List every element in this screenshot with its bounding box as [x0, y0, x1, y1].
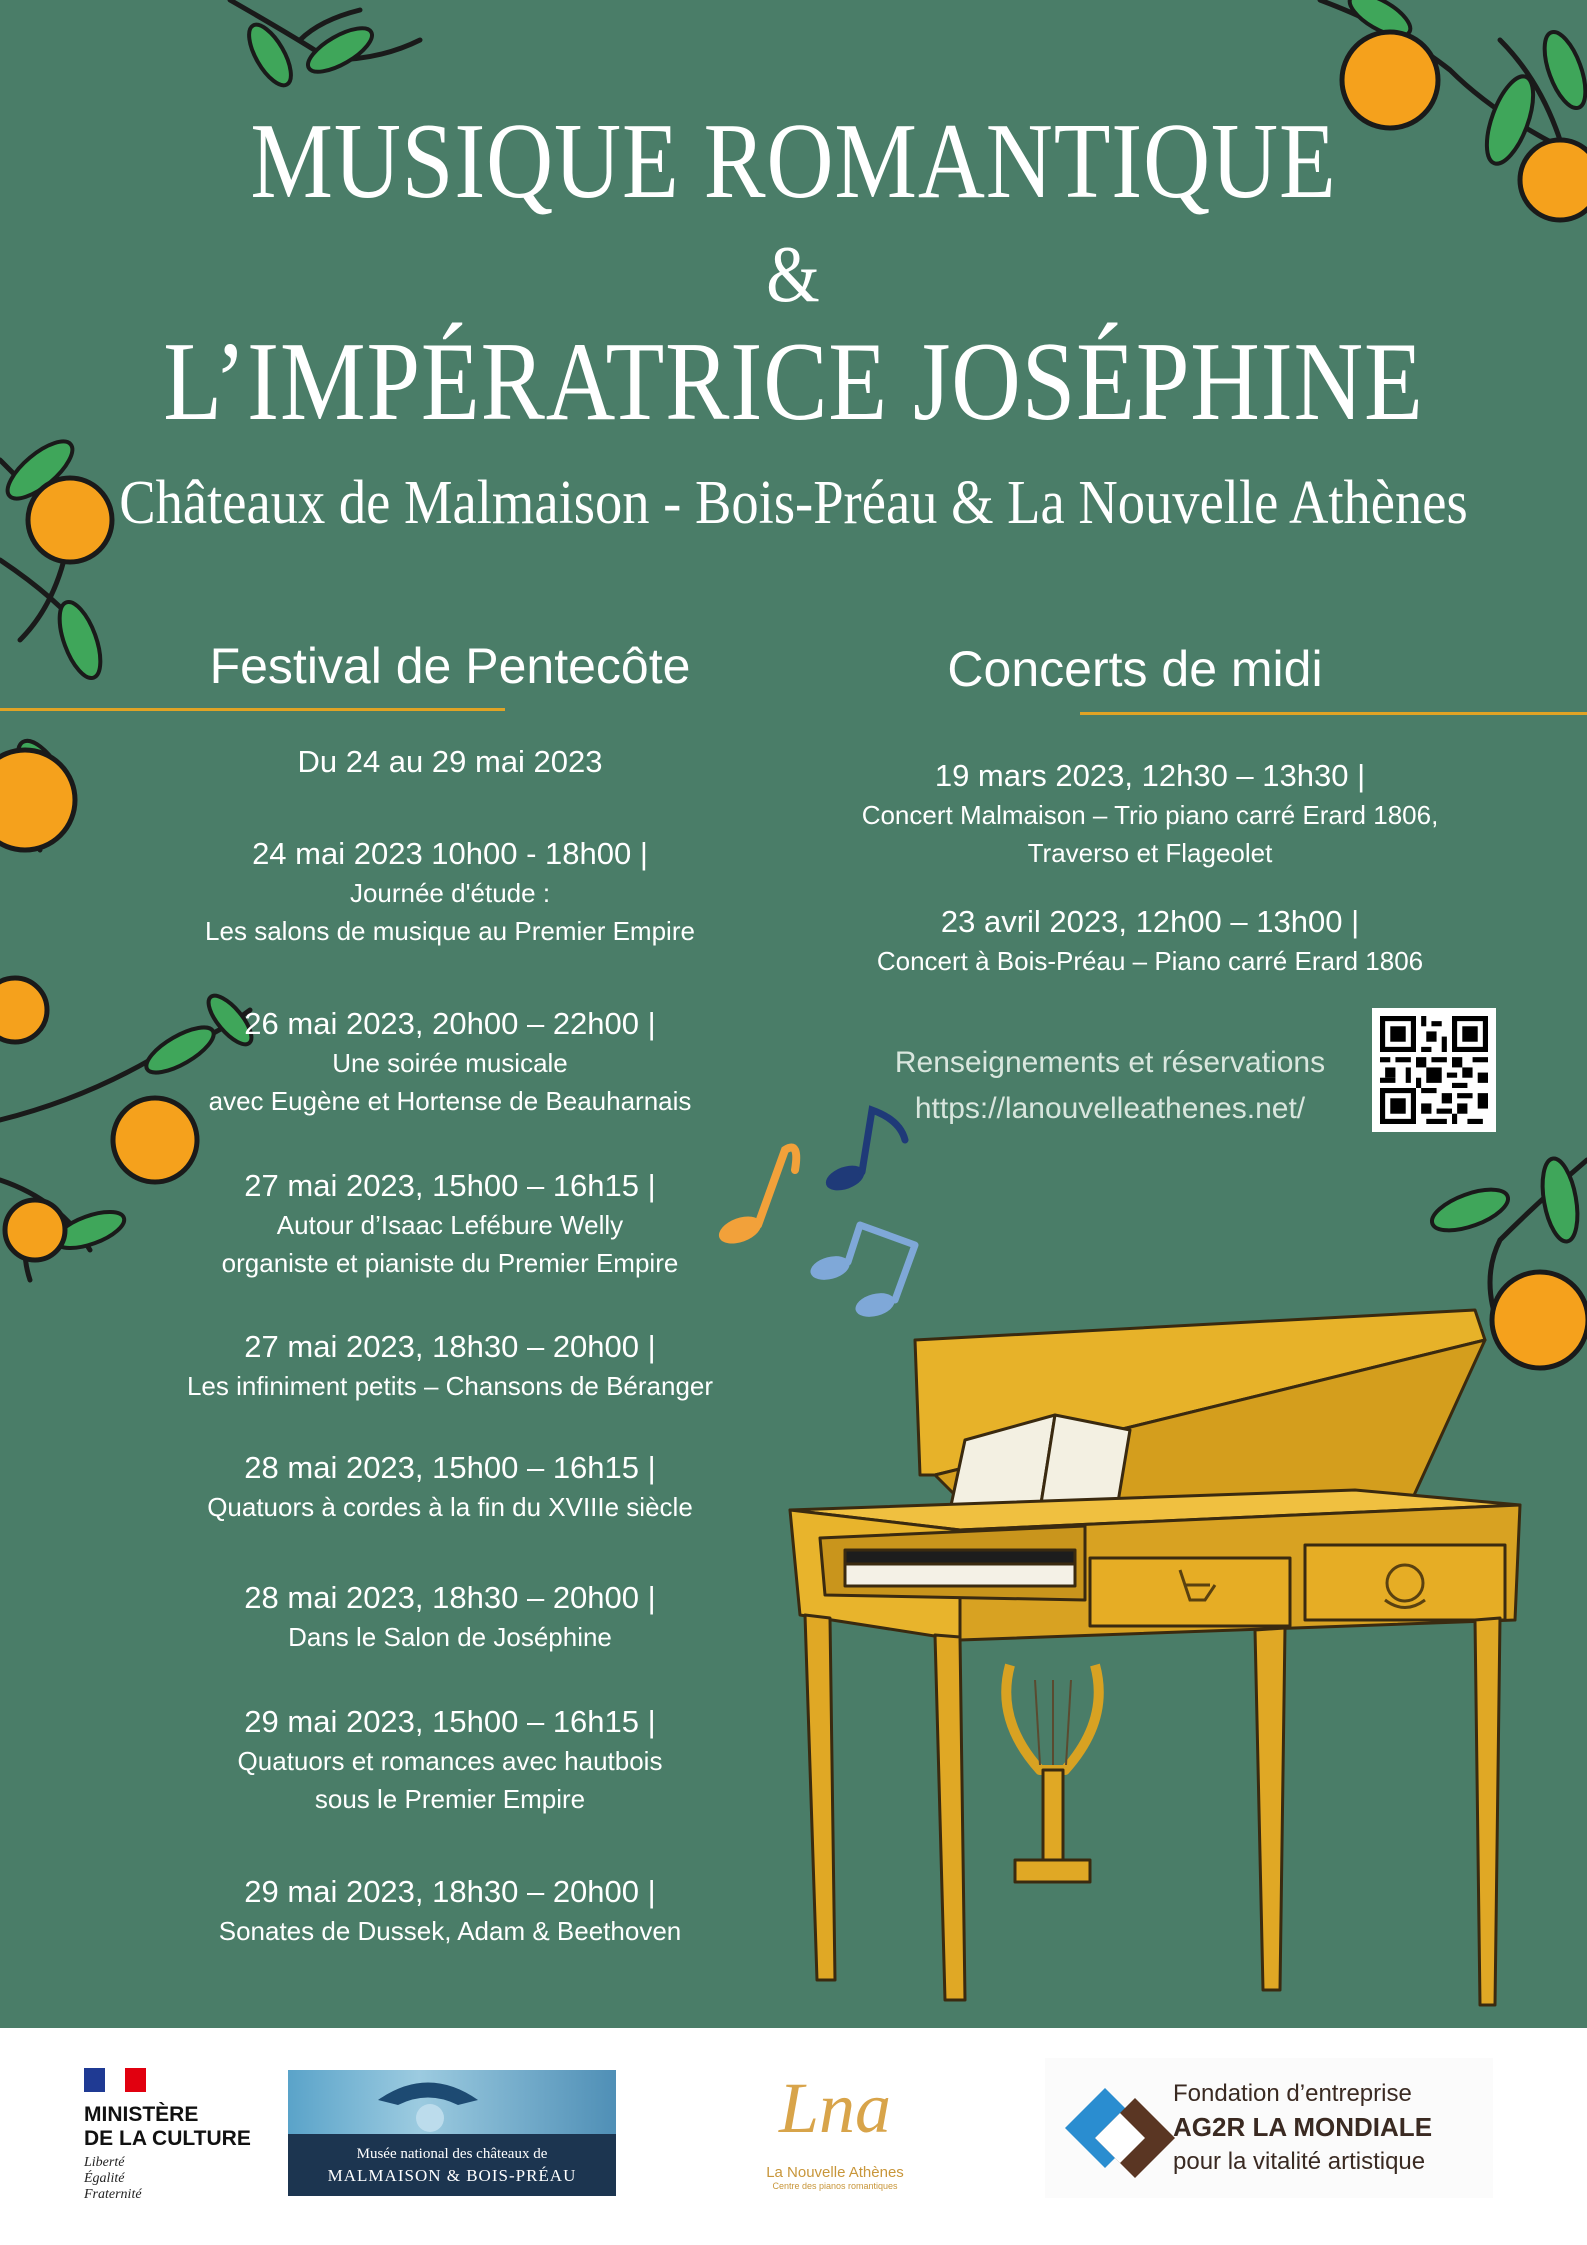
ministere-logo[interactable] — [84, 2068, 284, 2218]
navy-note-icon — [822, 1110, 905, 1195]
festival-event — [150, 1166, 750, 1282]
event-description: Concert à Bois-Préau – Piano carré Erard 1806 — [876, 946, 1424, 976]
qr-code[interactable] — [1372, 1008, 1496, 1132]
event-description: Les infiniment petits – Chansons de Béranger — [186, 1371, 714, 1401]
ag2r-line3: pour la vitalité artistique — [1173, 2148, 1426, 2175]
event-description: organiste et pianiste du Premier Empire — [221, 1248, 679, 1278]
music-notes-illustration — [710, 1100, 940, 1330]
nouvelle-athenes-logo[interactable] — [735, 2058, 935, 2218]
festival-event — [150, 1004, 750, 1120]
event-date: 29 mai 2023, 15h00 – 16h15 | — [244, 1704, 656, 1739]
square-piano-illustration — [785, 1300, 1587, 2020]
ministere-line2: DE LA CULTURE — [84, 2127, 251, 2150]
festival-heading-underline — [0, 708, 505, 711]
event-description: Les salons de musique au Premier Empire — [205, 916, 695, 946]
ag2r-emblem-icon — [1065, 2088, 1175, 2183]
event-date: 26 mai 2023, 20h00 – 22h00 | — [244, 1006, 656, 1041]
title-ampersand: & — [766, 231, 821, 319]
festival-event — [150, 1578, 750, 1656]
event-date: 19 mars 2023, 12h30 – 13h30 | — [934, 758, 1366, 793]
booking-label: Renseignements et réservations — [894, 1046, 1326, 1079]
booking-url-link[interactable]: https://lanouvelleathenes.net/ — [914, 1092, 1306, 1125]
event-description: Autour d’Isaac Lefébure Welly — [276, 1210, 624, 1240]
musee-malmaison-logo[interactable] — [288, 2070, 616, 2196]
nouvelle-monogram: Lna — [778, 2068, 892, 2148]
event-description: Quatuors à cordes à la fin du XVIIIe siècle — [207, 1492, 693, 1522]
nouvelle-tagline: Centre des pianos romantiques — [772, 2181, 898, 2191]
motto-egalite: Égalité — [84, 2171, 125, 2186]
musee-line1: Musée national des châteaux de — [356, 2146, 548, 2162]
festival-event — [150, 1448, 750, 1526]
midi-event — [800, 902, 1500, 980]
festival-period — [150, 742, 750, 782]
midi-heading-underline — [1080, 712, 1587, 715]
event-date: 24 mai 2023 10h00 - 18h00 | — [252, 836, 648, 871]
event-description: Une soirée musicale — [332, 1048, 568, 1078]
ag2r-logo[interactable] — [1045, 2058, 1493, 2198]
festival-event — [150, 1702, 750, 1818]
festival-event — [150, 1872, 750, 1950]
nouvelle-name: La Nouvelle Athènes — [766, 2164, 904, 2181]
venue-subtitle: Châteaux de Malmaison - Bois-Préau & La Nouvelle Athènes — [119, 469, 1468, 537]
event-description: Dans le Salon de Joséphine — [288, 1622, 612, 1652]
event-description: Quatuors et romances avec hautbois — [237, 1746, 663, 1776]
festival-event — [150, 1327, 750, 1405]
event-date: 29 mai 2023, 18h30 – 20h00 | — [244, 1874, 656, 1909]
event-date: 27 mai 2023, 15h00 – 16h15 | — [244, 1168, 656, 1203]
midi-event — [800, 756, 1500, 872]
event-description: sous le Premier Empire — [314, 1784, 586, 1814]
festival-period-text: Du 24 au 29 mai 2023 — [297, 744, 603, 779]
event-description: Sonates de Dussek, Adam & Beethoven — [218, 1916, 682, 1946]
partners-footer — [0, 2028, 1587, 2245]
festival-event — [150, 834, 750, 950]
event-date: 28 mai 2023, 18h30 – 20h00 | — [244, 1580, 656, 1615]
event-description: Journée d'étude : — [349, 878, 551, 908]
motto-fraternite: Fraternité — [84, 2187, 142, 2202]
ag2r-line1: Fondation d’entreprise — [1173, 2080, 1412, 2107]
event-description: avec Eugène et Hortense de Beauharnais — [208, 1086, 692, 1116]
event-description: Concert Malmaison – Trio piano carré Erard 1806, — [861, 800, 1439, 830]
event-date: 27 mai 2023, 18h30 – 20h00 | — [244, 1329, 656, 1364]
event-description: Traverso et Flageolet — [1027, 838, 1273, 868]
poster-title-line1: MUSIQUE ROMANTIQUE — [250, 102, 1337, 221]
qr-code-pattern — [1380, 1016, 1488, 1124]
festival-heading: Festival de Pentecôte — [209, 638, 691, 694]
booking-info — [870, 1040, 1350, 1132]
event-date: 28 mai 2023, 15h00 – 16h15 | — [244, 1450, 656, 1485]
napoleon-portrait-icon — [368, 2070, 488, 2134]
poster-title-line2: L’IMPÉRATRICE JOSÉPHINE — [163, 320, 1424, 444]
motto-liberte: Liberté — [84, 2155, 125, 2170]
orange-note-icon — [715, 1148, 796, 1249]
midi-heading: Concerts de midi — [947, 641, 1323, 697]
event-date: 23 avril 2023, 12h00 – 13h00 | — [940, 904, 1360, 939]
ag2r-line2: AG2R LA MONDIALE — [1173, 2112, 1433, 2142]
ministere-line1: MINISTÈRE — [84, 2103, 199, 2126]
musee-line2: MALMAISON & BOIS-PRÉAU — [327, 2166, 577, 2185]
french-flag-icon — [84, 2068, 146, 2092]
